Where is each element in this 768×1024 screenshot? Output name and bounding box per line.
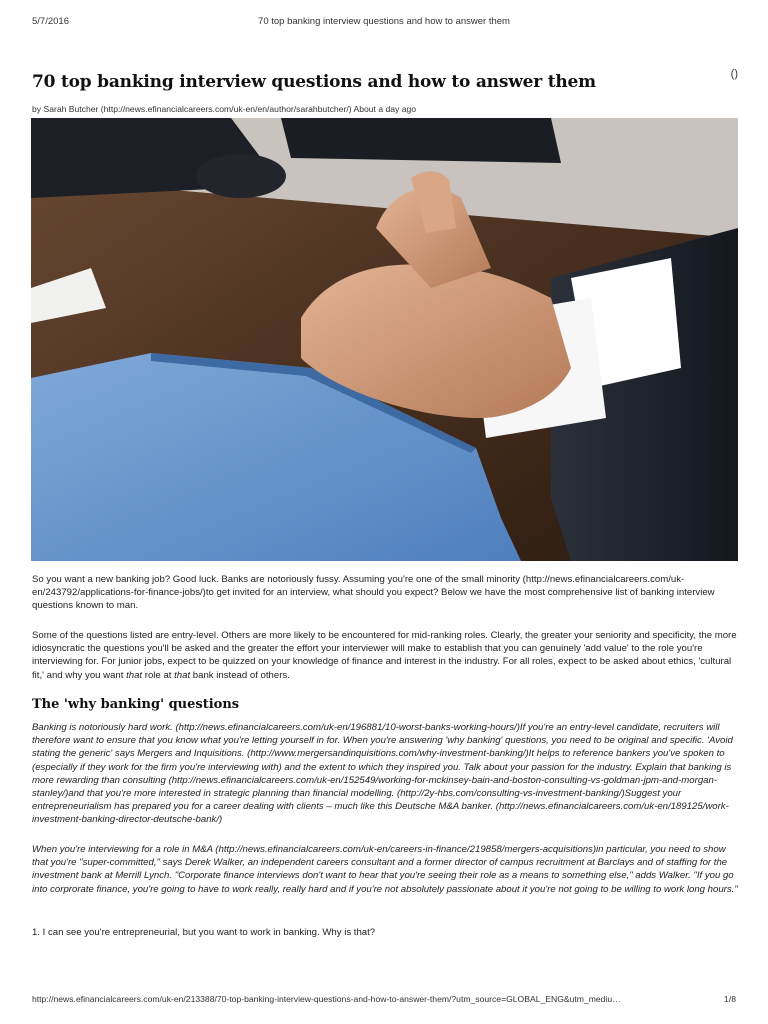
question-1: 1. I can see you're entrepreneurial, but you want to work in banking. Why is that? xyxy=(32,927,376,938)
print-footer-url: http://news.efinancialcareers.com/uk-en/213388/70-top-banking-interview-questions-and-how-to-answer-them/?utm_source=GLOBAL_ENG&utm_mediu… xyxy=(32,994,621,1004)
intro-paragraph-2 xyxy=(32,629,738,682)
intro-2-emphasis-2: that xyxy=(174,669,191,681)
section-heading: The 'why banking' questions xyxy=(32,697,240,712)
intro-paragraph-1: So you want a new banking job? Good luck. Banks are notoriously fussy. Assuming you're one of the small minority (http://news.efinancialcareers.com/uk-en/243792/applications-for-finance-jobs/)to get invited for an interview, what should you expect? Below we have the most comprehensive list of banking interview questions known to man. xyxy=(32,574,715,612)
page-number: 1/8 xyxy=(724,994,736,1004)
article-title: 70 top banking interview questions and how to answer them xyxy=(32,72,596,92)
intro-2-emphasis-1: that xyxy=(126,669,143,681)
print-date: 5/7/2016 xyxy=(32,16,69,27)
print-header-title: 70 top banking interview questions and how to answer them xyxy=(258,16,510,27)
article-photo xyxy=(31,118,738,561)
intro-2-text: Some of the questions listed are entry-level. Others are more likely to be encountered for mid-ranking roles. Clearly, the greater your seniority and specificity, the more idiosyncratic the questions you'll be asked and the greater the effort your interviewer will make to establish that you can genuinely 'add value' to the role you're interviewing for. For junior jobs, expect to be quizzed on your knowledge of finance and interest in the industry. For all roles, expect to be asked about ethics, 'cultural fit,' and why you want xyxy=(32,630,737,681)
byline: by Sarah Butcher (http://news.efinancialcareers.com/uk-en/en/author/sarahbutcher/) About a day ago xyxy=(32,104,417,114)
intro-2-text-end: bank instead of others. xyxy=(190,669,290,681)
why-banking-paragraph-1: Banking is notoriously hard work. (http://news.efinancialcareers.com/uk-en/196881/10-worst-banks-working-hours/)If you're an entry-level candidate, recruiters will therefore want to ensure that you know what you're letting yourself in for. When you're answering 'why banking' questions, you need to be original and specific. 'Avoid stating the generic' says Mergers and Inquisitions. (http://www.mergersandinquisitions.com/why-investment-banking/)It helps to reference bankers you've spoken to (especially if they work for the firm you're interviewing with) and the extent to which they inspired you. Talk about your passion for the industry. Explain that banking is more rewarding than consulting (http://news.efinancialcareers.com/uk-en/152549/working-for-mckinsey-bain-and-boston-consulting-vs-goldman-jpm-and-morgan-stanley/)and that you're more interested in strategic planning than financial modelling. (http://2y-hbs.com/consulting-vs-investment-banking/)Suggest your entrepreneurialism has prepared you for a career dealing with clients – much like this Deutsche M&A banker. (http://news.efinancialcareers.com/uk-en/189125/work-investment-banking-director-deutsche-bank/) xyxy=(32,722,733,826)
why-banking-paragraph-2: When you're interviewing for a role in M&A (http://news.efinancialcareers.com/uk-en/careers-in-finance/219858/mergers-acquisitions)in particular, you need to show that you're "super-committed," says Derek Walker, an independent careers consultant and a former director of campus recruitment at Barclays and of staffing for the investment bank at Merrill Lynch. "Corporate finance interviews don't want to hear that you're seeing their role as a means to something else," adds Walker. "If you go into corprorate finance, you're going to have to work really, really hard and if you're not absolutely passionate about it you're not going to be willing to work long hours." xyxy=(32,844,738,895)
top-right-mark: () xyxy=(730,68,738,80)
intro-2-text-mid: role at xyxy=(142,669,175,681)
